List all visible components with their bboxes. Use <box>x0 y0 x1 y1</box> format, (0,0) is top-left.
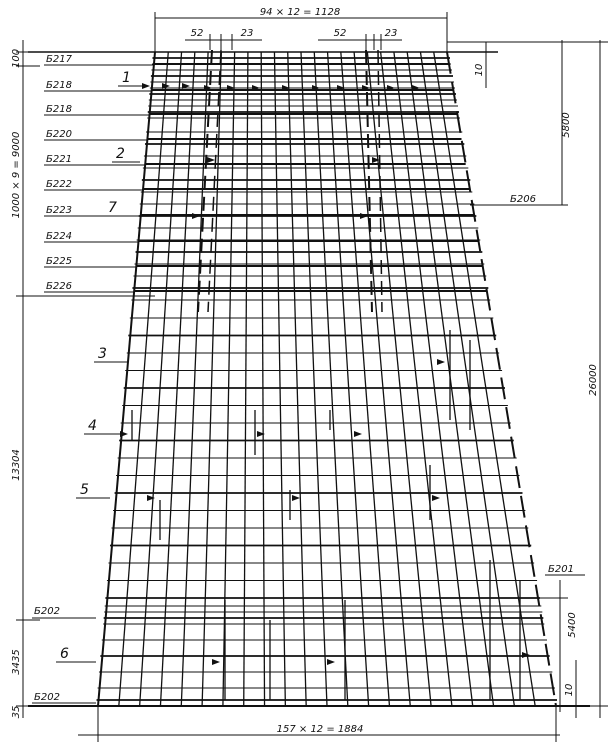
arrow-head <box>327 659 335 665</box>
row-label: Б225 <box>46 256 72 267</box>
left-dim-lower: 3435 <box>11 649 22 675</box>
callout-6: 6 <box>60 646 69 662</box>
callout-2: 2 <box>116 146 125 162</box>
bottom-dimension <box>78 706 560 742</box>
arrow-head <box>432 495 440 501</box>
row-label: Б220 <box>46 129 72 140</box>
arrow-head <box>437 359 445 365</box>
top-offset-left-52: 52 <box>190 28 204 39</box>
arrow-head <box>372 157 380 163</box>
arrow-head <box>207 157 215 163</box>
left-dimensions <box>11 40 155 718</box>
callout-4: 4 <box>88 418 97 434</box>
callout-5: 5 <box>80 482 89 498</box>
arrow-head <box>120 431 128 437</box>
vertical-bar <box>244 52 248 706</box>
panel-outline <box>28 52 590 706</box>
top-offset-left-23: 23 <box>240 28 254 39</box>
left-dim-bottom: 35 <box>11 705 22 719</box>
mesh-grid <box>97 52 557 706</box>
vertical-bar <box>394 52 473 706</box>
right-dimensions <box>447 40 608 718</box>
row-label: Б217 <box>46 54 72 65</box>
arrow-head <box>354 431 362 437</box>
row-label: Б223 <box>46 205 72 216</box>
top-dimension <box>155 7 447 52</box>
right-dim-lower: 5400 <box>567 612 578 638</box>
arrow-head <box>147 495 155 501</box>
vertical-bar <box>367 52 431 706</box>
left-dim-upper-span: 1000 × 9 = 9000 <box>11 131 22 219</box>
label-b206: Б206 <box>510 194 536 205</box>
vertical-bar <box>160 52 194 706</box>
vertical-bar <box>274 52 285 706</box>
vertical-bar <box>288 52 306 706</box>
right-dim-bottom-end: 10 <box>564 683 575 697</box>
top-dimension-text: 94 × 12 = 1128 <box>259 7 341 18</box>
arrow-head <box>212 659 220 665</box>
row-label: Б218 <box>46 80 72 91</box>
vertical-bar <box>381 52 452 706</box>
bottom-dimension-text: 157 × 12 = 1884 <box>276 724 364 735</box>
left-dim-top: 100 <box>11 48 22 68</box>
callout-7: 7 <box>108 200 117 216</box>
side-labels <box>32 194 585 703</box>
left-dim-middle: 13304 <box>11 449 22 481</box>
right-dim-upper: 5800 <box>561 112 572 138</box>
row-label: Б226 <box>46 281 72 292</box>
vertical-bar <box>181 52 208 706</box>
label-b202-top: Б202 <box>34 606 60 617</box>
top-offset-right-52: 52 <box>333 28 347 39</box>
vertical-bar <box>202 52 221 706</box>
arrow-head <box>142 83 150 89</box>
label-b201: Б201 <box>548 564 574 575</box>
arrow-head <box>192 213 200 219</box>
callout-3: 3 <box>98 346 107 362</box>
right-dim-top-end: 10 <box>474 63 485 77</box>
label-b202-bottom: Б202 <box>34 692 60 703</box>
row-label: Б224 <box>46 231 72 242</box>
arrows <box>120 83 530 665</box>
vertical-bar <box>420 52 514 706</box>
row-label: Б222 <box>46 179 72 190</box>
arrow-head <box>522 652 530 658</box>
callout-1: 1 <box>122 70 131 86</box>
vertical-bar <box>301 52 327 706</box>
arrow-head <box>360 213 368 219</box>
row-label: Б221 <box>46 154 72 165</box>
vertical-bar <box>314 52 348 706</box>
vertical-bar <box>261 52 264 706</box>
right-dim-total: 26000 <box>588 364 599 396</box>
arrow-head <box>292 495 300 501</box>
top-offset-right-23: 23 <box>384 28 398 39</box>
row-label: Б218 <box>46 104 72 115</box>
